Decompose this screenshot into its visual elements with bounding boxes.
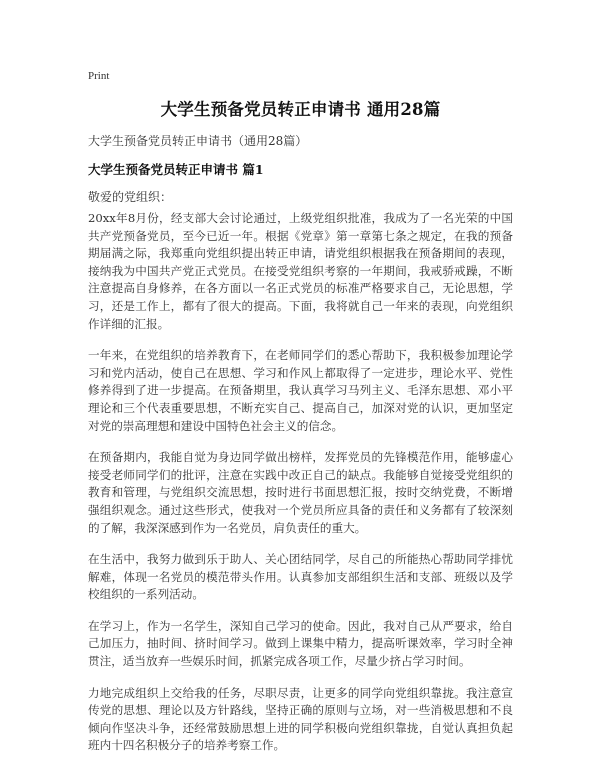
section-heading: 大学生预备党员转正申请书 篇1 — [88, 162, 264, 177]
paragraph: 一年来，在党组织的培养教育下，在老师同学们的悉心帮助下，我积极参加理论学习和党内活动，使自己在思想、学习和作风上都取得了一定进步，理论水平、党性修养得到了进一步提高。在预备期里，我认真学习马列主义、毛泽东思想、邓小平理论和三个代表重要思想，不断充实自己、提高自己，加深对党的认识，更加坚定对党的崇高理想和建设中国特色社会主义的信念。 — [88, 348, 513, 433]
paragraph: 在预备期内，我能自觉为身边同学做出榜样，发挥党员的先锋模范作用，能够虚心接受老师同学们的批评，注意在实践中改正自己的缺点。我能够自觉接受党组织的教育和管理，与党组织交流思想，按时进行书面思想汇报，按时交纳党费，不断增强组织观念。通过这些形式，使我对一个党员所应具备的责任和义务都有了较深刻的了解，我深深感到作为一名党员，肩负责任的重大。 — [88, 450, 513, 535]
document-title: 大学生预备党员转正申请书 通用28篇 — [160, 100, 441, 119]
paragraph: 20xx年8月份，经支部大会讨论通过，上级党组织批准，我成为了一名光荣的中国共产党预备党员，至今已近一年。根据《党章》第一章第七条之规定，在我的预备期届满之际，我郑重向党组织提出转正申请，请党组织根据我在预备期间的表现，接纳我为中国共产党正式党员。在接受党组织考察的一年期间，我戒骄戒躁，不断注意提高自身修养，在各方面以一名正式党员的标准严格要求自己，无论思想，学习，还是工作上，都有了很大的提高。下面，我将就自己一年来的表现，向党组织作详细的汇报。 — [88, 211, 513, 331]
document-subtitle: 大学生预备党员转正申请书（通用28篇） — [88, 134, 308, 148]
salutation: 敬爱的党组织： — [88, 190, 173, 204]
print-link[interactable]: Print — [88, 70, 110, 82]
paragraph: 力地完成组织上交给我的任务，尽职尽责，让更多的同学向党组织靠拢。我注意宣传党的思想、理论以及方针路线，坚持正确的原则与立场，对一些消极思想和不良倾向作坚决斗争，还经常鼓励思想上进的同学积极向党组织靠拢，自觉认真担负起班内十四名积极分子的培养考察工作。 — [88, 685, 513, 753]
paragraph: 在学习上，作为一名学生，深知自己学习的使命。因此，我对自己从严要求，给自己加压力，抽时间、挤时间学习。做到上课集中精力，提高听课效率，学习时全神贯注，适当放弃一些娱乐时间，抓紧完成各项工作，尽量少挤占学习时间。 — [88, 618, 513, 669]
paragraph: 在生活中，我努力做到乐于助人、关心团结同学，尽自己的所能热心帮助同学排忧解难，体现一名党员的模范带头作用。认真参加支部组织生活和支部、班级以及学校组织的一系列活动。 — [88, 552, 513, 602]
body-paragraphs — [88, 210, 513, 769]
